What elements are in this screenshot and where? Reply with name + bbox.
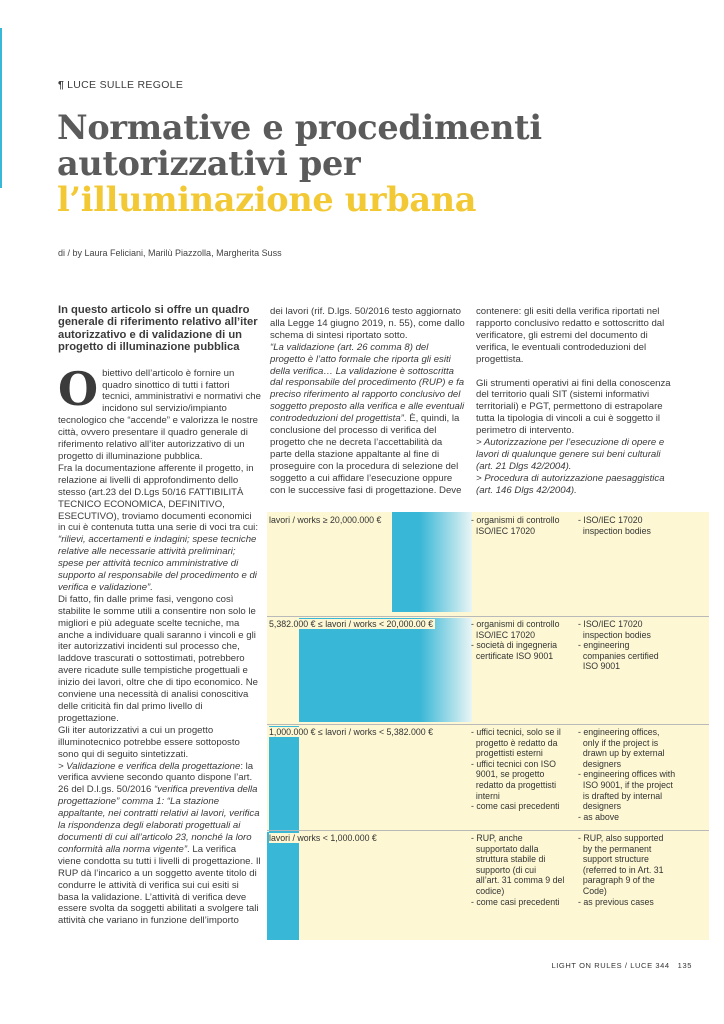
column-3 <box>476 306 676 497</box>
validation-heading: > Validazione e verifica della progettazione <box>58 760 241 772</box>
row-divider-3 <box>267 830 709 831</box>
validazione-text: . È, quindi, la conclusione del processo di verifica del progetto che ne decreta l’accettabilità da parte della stazione appaltante al fine di proseguire con la procedura di selezione del soggetto a cui affidare l’esecuzione oppure con le successive fasi di progettazione. Deve <box>270 413 462 496</box>
row-4-it: - RUP, anche supportato dalla struttura stabile di supporto (di cui all’art. 31 comma 9 del codice) - come casi precedenti <box>471 833 565 907</box>
page-number: 135 <box>677 961 692 970</box>
page-edge-accent <box>0 28 2 188</box>
bar-row-2 <box>299 618 392 722</box>
page-footer <box>551 961 692 970</box>
title-line-1: Normative e procedimenti <box>57 108 542 147</box>
row-3-it: - uffici tecnici, solo se il progetto è redatto da progettisti esterni - uffici tecnici con ISO 9001, se progetto redatto da progettisti interni - come casi precedenti <box>471 727 561 812</box>
paragraph-documentation <box>58 463 261 594</box>
paragraph-costs: Di fatto, fin dalle prime fasi, vengono così stabilite le somme utili a consentire non solo le migliori e più adeguate scelte tecniche, ma anche a individuare quali saranno i vincoli e gli iter autorizzativi incidenti sul processo che, laddove trascurati o sottostimati, potrebbero avere ricadute sulle tempistiche progettuali e inizio dei lavori, oltre che di tipo economico. Ne conviene una necessità di analisi conoscitiva delle criticità fin dal primo livello di progettazione. <box>58 593 258 724</box>
paragraph-cultural: > Autorizzazione per l’esecuzione di opere e lavori di qualunque genere sui beni culturali (art. 21 Dlgs 42/2004). <box>476 437 665 472</box>
validation-text-2: . La verifica viene condotta su tutti i livelli di progettazione. Il RUP dà l’incarico a un soggetto avente titolo di condurre le attività di verifica sui cui esiti si basa la validazione. L’attività di verifica deve essere svolta da soggetti abilitati a svolgere tali attività che variano in funzione dell’importo <box>58 843 261 927</box>
paragraph-iter: Gli iter autorizzativi a cui un progetto illuminotecnico potrebbe essere sottoposto sono qui di seguito sintetizzati. <box>58 724 240 760</box>
paragraph-validazione <box>270 342 466 497</box>
row-4-en: - RUP, also supported by the permanent support structure (referred to in Art. 31 paragraph 9 of the Code) - as previous cases <box>578 833 664 907</box>
row-label-1: lavori / works ≥ 20,000.000 € <box>269 515 382 525</box>
title-line-3: l’illuminazione urbana <box>57 180 477 219</box>
footer-text: LIGHT ON RULES / LUCE 344 <box>551 961 670 970</box>
row-2-it: - organismi di controllo ISO/IEC 17020 - società di ingegneria certificate ISO 9001 <box>471 619 560 661</box>
documentation-quote: “rilievi, accertamenti e indagini; spese tecniche relative alle necessarie attività preliminari; spese per attività tecnico amministrative di supporto al responsabile del procedimento e di verifica e validazione”. <box>58 534 257 593</box>
documentation-text: Fra la documentazione afferente il progetto, in relazione ai livelli di approfondimento dello stesso (art.23 del D.Lgs 50/16 FATTIBILITÀ TECNICO ECONOMICA, DEFINITIVO, ESECUTIVO), troviamo documenti economici in cui è contenuta tutta una serie di voci tra cui: <box>58 462 258 534</box>
paragraph-contents: contenere: gli esiti della verifica riportati nel rapporto conclusivo redatto e sottoscritto dal verificatore, gli estremi del documento di verifica, le eventuali controdeduzioni del progettista. <box>476 306 665 365</box>
pilcrow-icon: ¶ <box>58 79 65 91</box>
bar-row-4 <box>267 832 274 940</box>
section-kicker <box>58 79 183 91</box>
title-line-2: autorizzativi per <box>57 144 361 183</box>
article-title <box>57 110 542 218</box>
bar-row-1 <box>392 512 472 612</box>
row-1-en: - ISO/IEC 17020 inspection bodies <box>578 515 651 536</box>
column-1 <box>58 304 261 927</box>
bar-row-2-fade <box>392 618 472 722</box>
section-label: LUCE SULLE REGOLE <box>67 79 184 91</box>
intro-text: biettivo dell’articolo è fornire un quadro sinottico di tutti i fattori tecnici, amministrativi e normativi che incidono sul servizio/impianto tecnologico che “accende” e valorizza le nostre città, ovvero presentare il quadro generale di riferimento relativo all’iter autorizzativo di un progetto di illuminazione pubblica. <box>58 367 261 462</box>
validation-quote: “verifica preventiva della progettazione” comma 1: “La stazione appaltante, nei contratti relativi ai lavori, verifica la rispondenza degli elaborati progettuali ai documenti di cui all’articolo 23, nonché la loro conformità alla norma vigente” <box>58 784 260 855</box>
paragraph-reference: dei lavori (rif. D.lgs. 50/2016 testo aggiornato alla Legge 14 giugno 2019, n. 55), come dallo schema di sintesi riportato sotto. <box>270 306 465 341</box>
validazione-quote: “La validazione (art. 26 comma 8) del progetto è l’atto formale che riporta gli esiti della verifica… La validazione è sottoscritta dal responsabile del procedimento (RUP) e fa preciso riferimento al rapporto conclusivo del soggetto preposto alla verifica e alle eventuali controdeduzioni del progettista” <box>270 341 465 425</box>
row-2-en: - ISO/IEC 17020 inspection bodies - engineering companies certified ISO 9001 <box>578 619 659 672</box>
row-divider-1 <box>267 616 709 617</box>
verification-diagram <box>267 512 709 940</box>
validation-text: : la verifica avviene secondo quanto dispone l’art. 26 del D.l.gs. 50/2016 <box>58 760 254 796</box>
row-3-en: - engineering offices, only if the project is drawn up by external designers - engineering offices with ISO 9001, if the project is drafted by internal designers - as above <box>578 727 676 822</box>
drop-cap: O <box>58 361 99 416</box>
row-divider-2 <box>267 724 709 725</box>
intro-paragraph <box>58 361 261 463</box>
column-2 <box>270 306 466 497</box>
paragraph-landscape: > Procedura di autorizzazione paesaggistica (art. 146 Dlgs 42/2004). <box>476 472 665 496</box>
row-label-3: 1,000.000 € ≤ lavori / works < 5,382.000 € <box>269 727 434 737</box>
byline: di / by Laura Feliciani, Marilù Piazzolla, Margherita Suss <box>58 248 282 258</box>
row-label-4: lavori / works < 1,000.000 € <box>269 833 377 843</box>
paragraph-tools: Gli strumenti operativi ai fini della conoscenza del territorio quali SIT (sistemi informativi territoriali) e PGT, permettono di estrapolare tutta la tipologia di vincoli a cui è soggetto il perimetro di intervento. <box>476 377 671 437</box>
lead-paragraph: In questo articolo si offre un quadro generale di riferimento relativo all’iter autorizzativo e di validazione di un progetto di illuminazione pubblica <box>58 304 258 354</box>
paragraph-validation <box>58 761 261 928</box>
row-label-2: 5,382.000 € ≤ lavori / works < 20,000.00 € <box>269 619 434 629</box>
row-1-it: - organismi di controllo ISO/IEC 17020 <box>471 515 560 536</box>
